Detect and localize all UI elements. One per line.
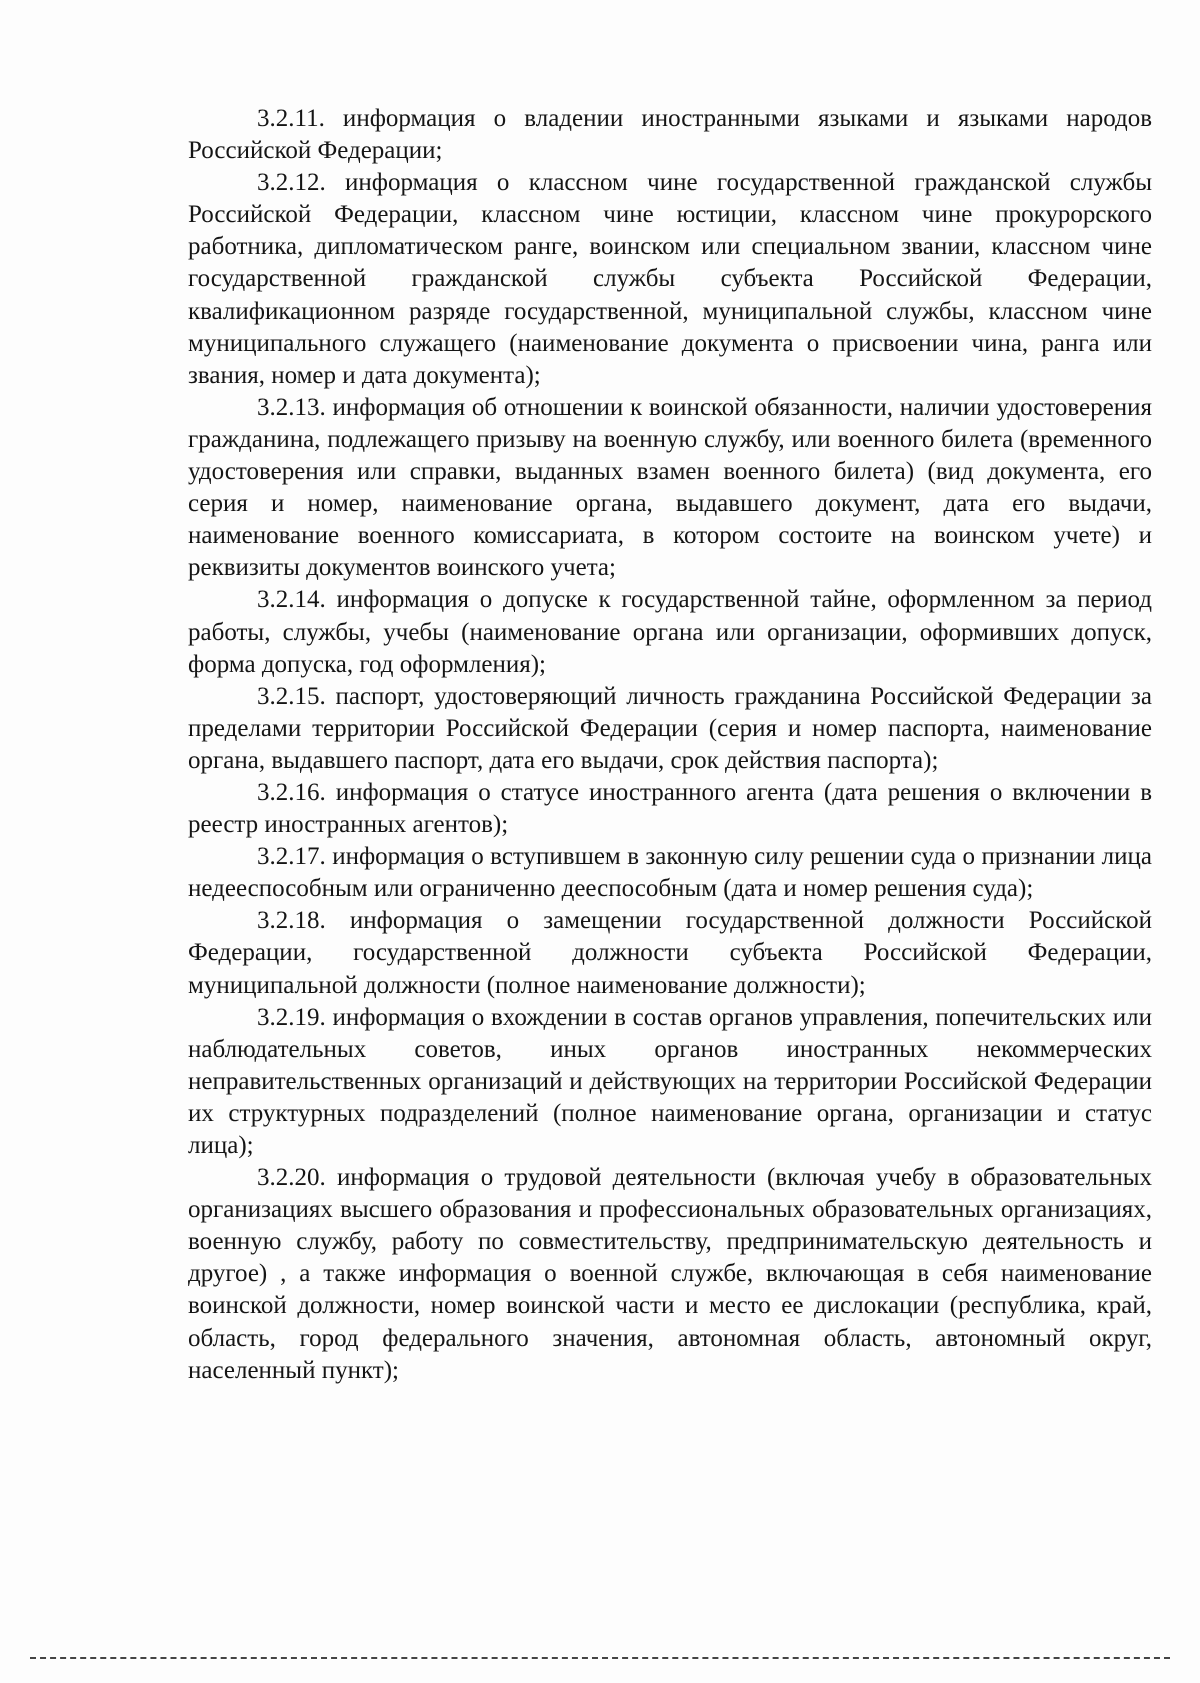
paragraph-3-2-17: 3.2.17. информация о вступившем в законную силу решении суда о признании лица недееспособным или ограниченно дееспособным (дата и номер решения суда);: [188, 843, 1152, 903]
paragraph-3-2-11: 3.2.11. информация о владении иностранными языками и языками народов Российской Федерации;: [188, 105, 1152, 165]
paragraph-3-2-14: 3.2.14. информация о допуске к государственной тайне, оформленном за период работы, службы, учебы (наименование органа или организации, оформивших допуск, форма допуска, год оформления);: [188, 586, 1152, 678]
paragraph-3-2-20: 3.2.20. информация о трудовой деятельности (включая учебу в образовательных организациях высшего образования и профессиональных образовательных организациях, военную службу, работу по совместительству, предпринимательскую деятельность и другое) , а также информация о военной службе, включающая в себя наименование воинской должности, номер воинской части и место ее дислокации (республика, край, область, город федерального значения, автономная область, автономный округ, населенный пункт);: [188, 1164, 1152, 1384]
paragraph-3-2-19: 3.2.19. информация о вхождении в состав органов управления, попечительских или наблюдательных советов, иных органов иностранных некоммерческих неправительственных организаций и действующих на территории Российской Федерации их структурных подразделений (полное наименование органа, организации и статус лица);: [188, 1003, 1152, 1159]
paragraph-3-2-16: 3.2.16. информация о статусе иностранного агента (дата решения о включении в реестр иностранных агентов);: [188, 778, 1152, 839]
paragraph-3-2-13: 3.2.13. информация об отношении к воинской обязанности, наличии удостоверения гражданина, подлежащего призыву на военную службу, или военного билета (временного удостоверения или справки, выданных взамен военного билета) (вид документа, его серия и номер, наименование органа, выдавшего документ, дата его выдачи, наименование военного комиссариата, в котором состоите на воинском учете) и реквизиты документов воинского учета;: [188, 393, 1152, 582]
paragraph-3-2-15: 3.2.15. паспорт, удостоверяющий личность гражданина Российской Федерации за пределами территории Российской Федерации (серия и номер паспорта, наименование органа, выдавшего паспорт, дата его выдачи, срок действия паспорта);: [188, 682, 1152, 774]
paragraph-3-2-12: 3.2.12. информация о классном чине государственной гражданской службы Российской Федерации, классном чине юстиции, классном чине прокурорского работника, дипломатическом ранге, воинском или специальном звании, классном чине государственной гражданской службы субъекта Российской Федерации, квалификационном разряде государственной, муниципальной службы, классном чине муниципального служащего (наименование документа о присвоении чина, ранга или звания, номер и дата документа);: [188, 169, 1152, 389]
paragraph-3-2-18: 3.2.18. информация о замещении государственной должности Российской Федерации, государственной должности субъекта Российской Федерации, муниципальной должности (полное наименование должности);: [188, 907, 1152, 999]
footer-dashed-rule: [30, 1657, 1170, 1659]
document-body: [188, 103, 1152, 1387]
